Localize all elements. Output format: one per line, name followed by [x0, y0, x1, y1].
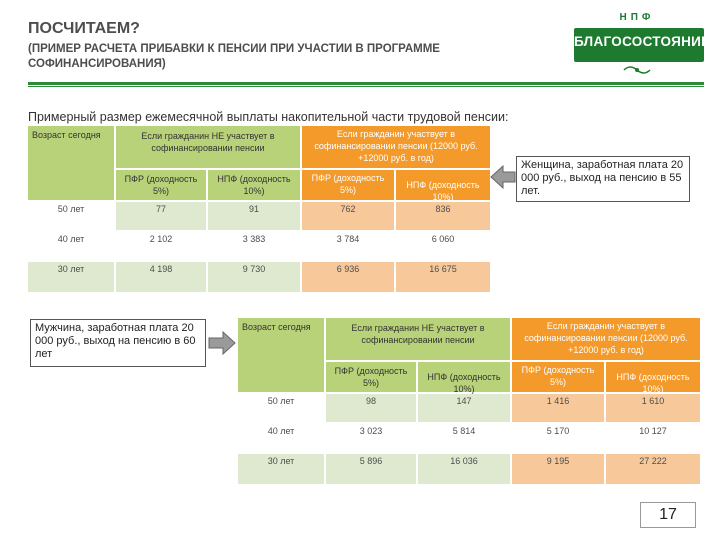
table-cell: 147 [418, 394, 510, 422]
table-cell: 9 730 [208, 262, 300, 292]
table-cell: 16 036 [418, 454, 510, 484]
npf-header-cofinance: НПФ (доходность 10%) [606, 362, 700, 392]
table-cell: 5 896 [326, 454, 416, 484]
arrow-right-icon [208, 330, 236, 356]
table-cell: 5 814 [418, 424, 510, 452]
table-cell: 1 610 [606, 394, 700, 422]
arrow-left-icon [490, 164, 516, 190]
pfr-header: ПФР (доходность 5%) [116, 170, 206, 200]
table-cell: 2 102 [116, 232, 206, 260]
header-rule-thin [28, 86, 704, 87]
age-cell: 50 лет [238, 394, 324, 422]
table-cell: 1 416 [512, 394, 604, 422]
age-cell: 40 лет [28, 232, 114, 260]
age-cell: 30 лет [28, 262, 114, 292]
table-cell: 9 195 [512, 454, 604, 484]
table-cell: 10 127 [606, 424, 700, 452]
table-cell: 836 [396, 202, 490, 230]
table-cell: 91 [208, 202, 300, 230]
age-cell: 30 лет [238, 454, 324, 484]
slide-subtitle: (ПРИМЕР РАСЧЕТА ПРИБАВКИ К ПЕНСИИ ПРИ УЧАСТИИ В ПРОГРАММЕ СОФИНАНСИРОВАНИЯ) [28, 43, 440, 70]
pension-table-woman [28, 126, 490, 292]
logo-ornament-icon [622, 64, 652, 76]
caption-woman: Женщина, заработная плата 20 000 руб., выход на пенсию в 55 лет. [516, 156, 690, 202]
npf-header-cofinance: НПФ (доходность 10%) [396, 170, 490, 200]
logo-npf-label: НПФ [619, 12, 655, 23]
table-cell: 3 383 [208, 232, 300, 260]
table-cell: 77 [116, 202, 206, 230]
page-number: 17 [640, 502, 696, 528]
age-cell: 40 лет [238, 424, 324, 452]
age-header-cell: Возраст сегодня [28, 126, 114, 200]
pfr-header: ПФР (доходность 5%) [326, 362, 416, 392]
table-cell: 4 198 [116, 262, 206, 292]
table-cell: 3 784 [302, 232, 394, 260]
lead-text: Примерный размер ежемесячной выплаты накопительной части трудовой пенсии: [28, 110, 509, 124]
group-no-header: Если гражданин НЕ участвует в софинансировании пенсии [326, 318, 510, 360]
table-cell: 27 222 [606, 454, 700, 484]
group-yes-header: Если гражданин участвует в софинансировании пенсии (12000 руб. +12000 руб. в год) [512, 318, 700, 360]
table-cell: 98 [326, 394, 416, 422]
pfr-header-cofinance: ПФР (доходность 5%) [302, 170, 394, 200]
table-cell: 6 936 [302, 262, 394, 292]
logo-wordmark: БЛАГОСОСТОЯНИЕ [574, 34, 711, 49]
table-cell: 5 170 [512, 424, 604, 452]
pfr-header-cofinance: ПФР (доходность 5%) [512, 362, 604, 392]
age-cell: 50 лет [28, 204, 114, 230]
pension-table-man [238, 318, 700, 484]
table-cell: 6 060 [396, 232, 490, 260]
group-yes-header: Если гражданин участвует в софинансировании пенсии (12000 руб. +12000 руб. в год) [302, 126, 490, 168]
table-cell: 762 [302, 202, 394, 230]
table-cell: 16 675 [396, 262, 490, 292]
slide-title: ПОСЧИТАЕМ? [28, 20, 140, 37]
npf-logo [574, 12, 711, 76]
age-header-cell: Возраст сегодня [238, 318, 324, 392]
npf-header: НПФ (доходность 10%) [418, 362, 510, 392]
caption-man: Мужчина, заработная плата 20 000 руб., выход на пенсию в 60 лет [30, 319, 206, 367]
group-no-header: Если гражданин НЕ участвует в софинансировании пенсии [116, 126, 300, 168]
header-rule [28, 82, 704, 85]
table-cell: 3 023 [326, 424, 416, 452]
npf-header: НПФ (доходность 10%) [208, 170, 300, 200]
